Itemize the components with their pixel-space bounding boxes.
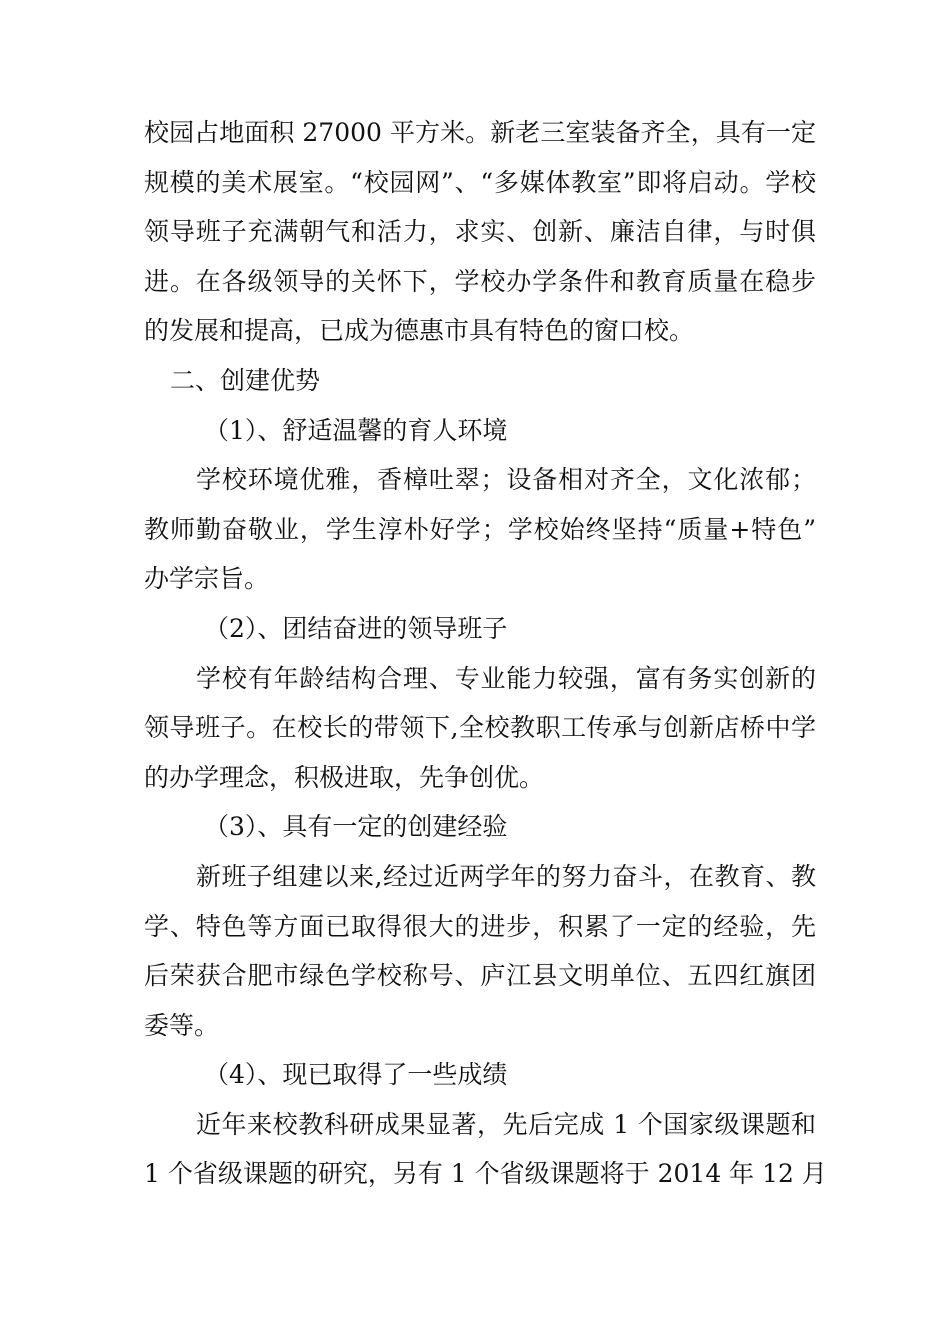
body-text-line: 学校有年龄结构合理、专业能力较强，富有务实创新的 [196, 663, 816, 693]
body-text-line: 1 个省级课题的研究，另有 1 个省级课题将于 2014 年 12 月 [144, 1159, 827, 1189]
body-text-line: 规模的美术展室。“校园网”、“多媒体教室”即将启动。学校 [144, 167, 816, 197]
subsection-heading: （3）、具有一定的创建经验 [204, 812, 508, 842]
body-text-line: 的发展和提高，已成为德惠市具有特色的窗口校。 [144, 316, 695, 346]
document-body [144, 108, 827, 1199]
body-text-line: 领导班子。在校长的带领下,全校教职工传承与创新店桥中学 [144, 713, 816, 743]
body-text-line: 校园占地面积 27000 平方米。新老三室装备齐全，具有一定 [144, 118, 816, 147]
body-text-line: 领导班子充满朝气和活力，求实、创新、廉洁自律，与时俱 [144, 217, 816, 247]
body-text-line: 学校环境优雅，香樟吐翠；设备相对齐全，文化浓郁； [196, 465, 816, 495]
body-text-line: 后荣获合肥市绿色学校称号、庐江县文明单位、五四红旗团 [144, 961, 816, 991]
body-text-line: 新班子组建以来,经过近两学年的努力奋斗，在教育、教 [196, 861, 816, 891]
body-text-line: 的办学理念，积极进取，先争创优。 [144, 762, 545, 792]
body-text-line: 进。在各级领导的关怀下，学校办学条件和教育质量在稳步 [144, 266, 816, 296]
subsection-heading: （4）、现已取得了一些成绩 [204, 1060, 508, 1090]
subsection-heading: （1）、舒适温馨的育人环境 [204, 415, 508, 445]
subsection-heading: （2）、团结奋进的领导班子 [204, 613, 508, 643]
body-text-line: 近年来校教科研成果显著，先后完成 1 个国家级课题和 [196, 1109, 816, 1139]
body-text-line: 办学宗旨。 [144, 564, 270, 594]
body-text-line: 委等。 [144, 1010, 220, 1040]
body-text-line: 教师勤奋敬业，学生淳朴好学；学校始终坚持“质量+特色” [144, 514, 816, 544]
section-heading: 二、创建优势 [170, 365, 321, 395]
body-text-line: 学、特色等方面已取得很大的进步，积累了一定的经验，先 [144, 911, 816, 941]
